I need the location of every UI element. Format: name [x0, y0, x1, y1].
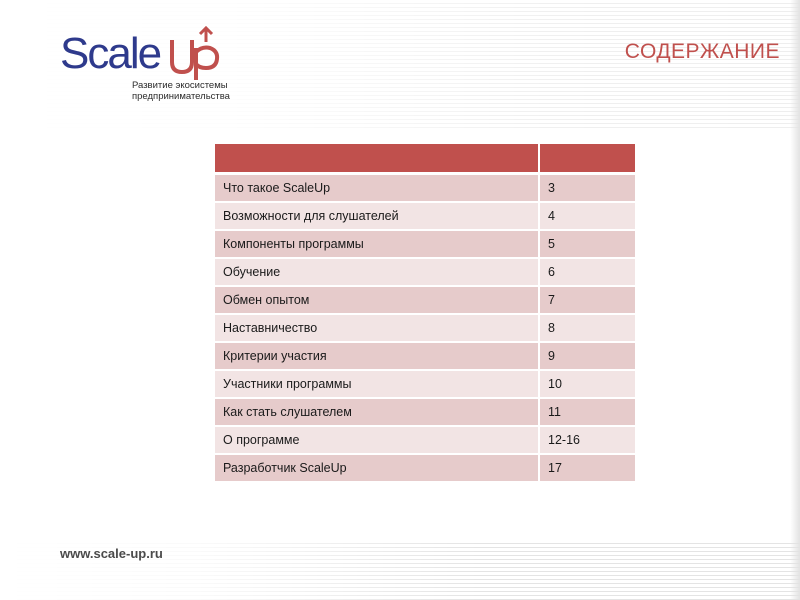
table-row	[215, 454, 635, 482]
tagline-line-2: предпринимательства	[132, 91, 230, 102]
contents-page: 6	[539, 258, 635, 286]
table-header-row	[215, 144, 635, 174]
contents-item: Наставничество	[215, 314, 539, 342]
contents-item: Обучение	[215, 258, 539, 286]
contents-item: Разработчик ScaleUp	[215, 454, 539, 482]
svg-text:Scale: Scale	[60, 29, 161, 78]
contents-page: 8	[539, 314, 635, 342]
contents-table	[215, 144, 635, 483]
contents-item: О программе	[215, 426, 539, 454]
tagline-line-1: Развитие экосистемы	[132, 80, 228, 91]
contents-item: Что такое ScaleUp	[215, 174, 539, 203]
contents-page: 11	[539, 398, 635, 426]
page-title: СОДЕРЖАНИЕ	[624, 40, 780, 63]
table-row	[215, 314, 635, 342]
contents-item: Возможности для слушателей	[215, 202, 539, 230]
contents-item: Обмен опытом	[215, 286, 539, 314]
table-row	[215, 202, 635, 230]
contents-page: 9	[539, 342, 635, 370]
table-header-cell	[539, 144, 635, 174]
table-row	[215, 370, 635, 398]
right-edge-shade	[790, 0, 800, 600]
table-row	[215, 426, 635, 454]
table-row	[215, 342, 635, 370]
table-row	[215, 258, 635, 286]
logo-tagline	[132, 80, 230, 102]
website-url[interactable]: www.scale-up.ru	[60, 546, 163, 561]
table-row	[215, 398, 635, 426]
contents-item: Участники программы	[215, 370, 539, 398]
contents-item: Критерии участия	[215, 342, 539, 370]
table-row	[215, 230, 635, 258]
contents-page: 4	[539, 202, 635, 230]
contents-page: 17	[539, 454, 635, 482]
contents-page: 5	[539, 230, 635, 258]
scaleup-logo	[60, 24, 230, 104]
contents-page: 3	[539, 174, 635, 203]
table-row	[215, 174, 635, 203]
contents-page: 10	[539, 370, 635, 398]
contents-item: Компоненты программы	[215, 230, 539, 258]
contents-page: 12-16	[539, 426, 635, 454]
contents-item: Как стать слушателем	[215, 398, 539, 426]
contents-page: 7	[539, 286, 635, 314]
table-header-cell	[215, 144, 539, 174]
scaleup-logo-mark	[60, 24, 230, 80]
table-row	[215, 286, 635, 314]
